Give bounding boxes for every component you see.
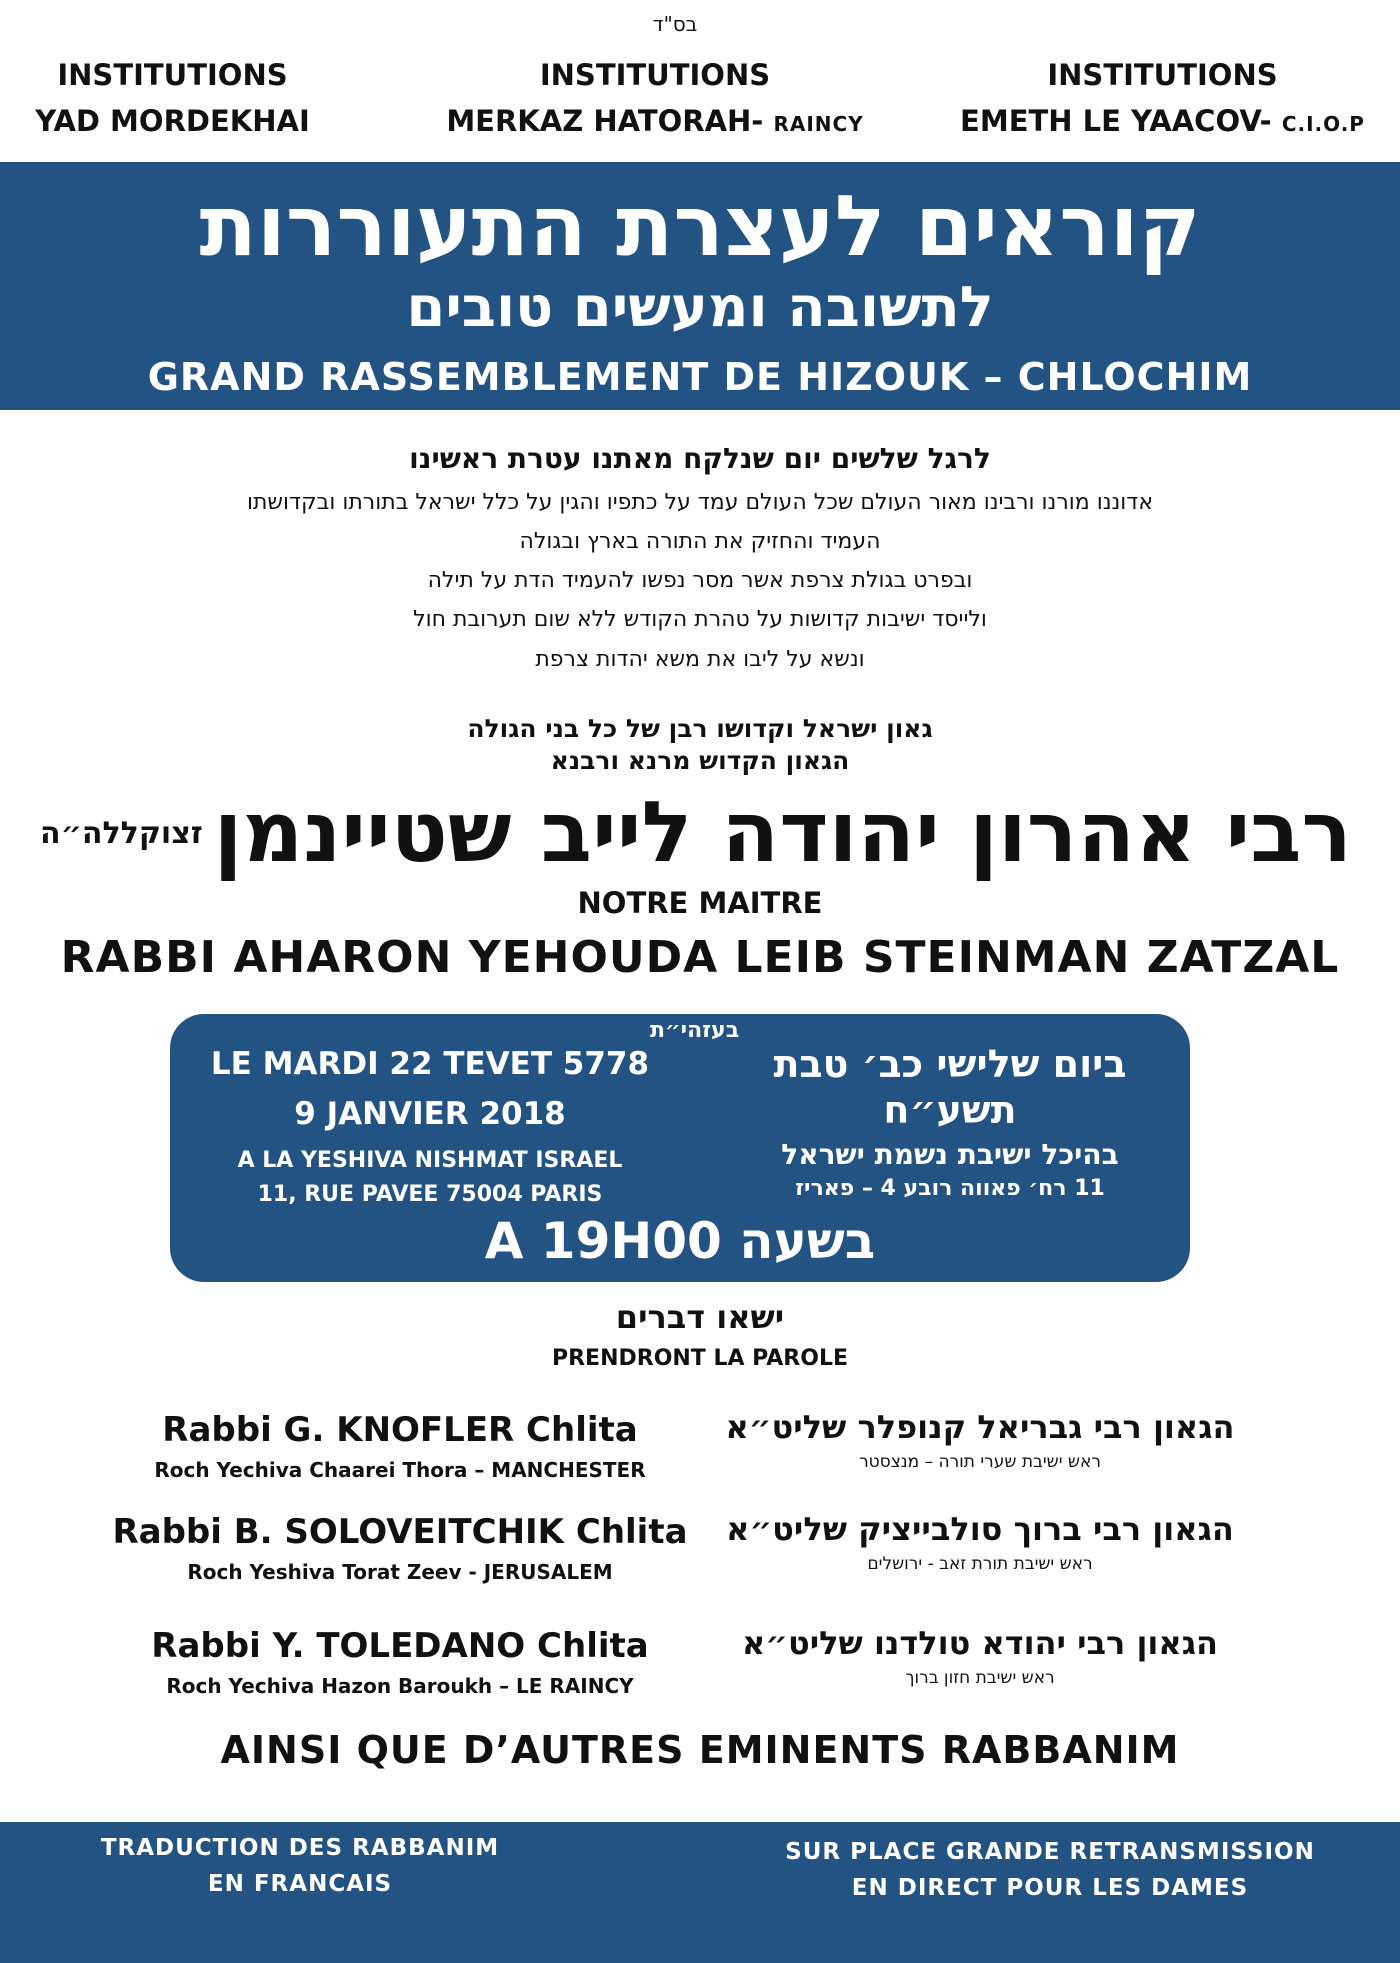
institution-suffix: RAINCY bbox=[773, 112, 864, 136]
event-hebrew-venue: בהיכל ישיבת נשמת ישראל bbox=[781, 1138, 1119, 1171]
speaker-french bbox=[100, 1626, 700, 1698]
footer-broadcast-note bbox=[760, 1834, 1340, 1906]
speaker-french-role: Roch Yechiva Hazon Baroukh – LE RAINCY bbox=[166, 1674, 634, 1698]
event-hebrew-year: תשע״ח bbox=[883, 1088, 1017, 1132]
rabbi-hebrew-name: רבי אהרון יהודה לייב שטיינמן bbox=[213, 783, 1352, 881]
memorial-line: ונשא על ליבו את משא יהדות צרפת bbox=[535, 647, 865, 672]
speaker-hebrew-name: הגאון רבי גבריאל קנופלר שליט״א bbox=[725, 1408, 1235, 1446]
institution-name: MERKAZ HATORAH- bbox=[446, 104, 764, 138]
header-band bbox=[0, 162, 1400, 410]
institution-suffix: C.I.O.P bbox=[1281, 112, 1365, 136]
footer-left-line: TRADUCTION DES RABBANIM bbox=[100, 1835, 500, 1861]
institution-emeth-le-yaacov bbox=[940, 52, 1385, 147]
footer-translation-note bbox=[70, 1830, 530, 1902]
speakers-hebrew-heading: ישאו דברים bbox=[615, 1298, 785, 1336]
speaker-hebrew bbox=[700, 1510, 1260, 1574]
rabbi-french-name: RABBI AHARON YEHOUDA LEIB STEINMAN bbox=[60, 932, 1131, 983]
speaker-french bbox=[100, 1512, 700, 1584]
institution-merkaz-hatorah bbox=[430, 52, 880, 147]
speaker-french-name: Rabbi G. KNOFLER Chlita bbox=[162, 1410, 638, 1450]
footer-right-line: SUR PLACE GRANDE RETRANSMISSION bbox=[785, 1839, 1315, 1865]
speaker-hebrew-role: ראש ישיבת חזון ברוך bbox=[905, 1668, 1055, 1688]
event-french-venue: A LA YESHIVA NISHMAT ISRAEL bbox=[237, 1148, 623, 1173]
speaker-french-role: Roch Yeshiva Torat Zeev - JERUSALEM bbox=[187, 1560, 613, 1584]
rabbi-french-suffix: ZATZAL bbox=[1146, 932, 1340, 983]
event-time: A 19H00 בשעה bbox=[484, 1212, 876, 1270]
speaker-hebrew-role: ראש ישיבת שערי תורה – מנצסטר bbox=[859, 1452, 1101, 1472]
french-title: GRAND RASSEMBLEMENT DE HIZOUK – CHLOCHIM bbox=[147, 355, 1253, 399]
memorial-line: ולייסד ישיבות קדושות על טהרת הקודש ללא שום תערובת חול bbox=[413, 607, 987, 632]
institution-name: YAD MORDEKHAI bbox=[35, 104, 310, 138]
footer-left-line: EN FRANCAIS bbox=[207, 1871, 393, 1897]
event-hebrew-day: ביום שלישי כב׳ טבת bbox=[773, 1042, 1127, 1086]
speaker-french-name: Rabbi B. SOLOVEITCHIK Chlita bbox=[112, 1512, 688, 1552]
footer-band bbox=[0, 1822, 1400, 1963]
bsd-mark: בס"ד bbox=[652, 12, 698, 36]
event-hebrew-address: 11 רח׳ פאווה רובע 4 – פאריז bbox=[795, 1176, 1105, 1201]
other-rabbis-note: AINSI QUE D’AUTRES EMINENTS RABBANIM bbox=[220, 1728, 1180, 1772]
event-french-gregorian: 9 JANVIER 2018 bbox=[294, 1096, 566, 1132]
institution-label: INSTITUTIONS bbox=[57, 58, 288, 92]
speaker-french-name: Rabbi Y. TOLEDANO Chlita bbox=[151, 1626, 649, 1666]
memorial-line: העמיד והחזיק את התורה בארץ ובגולה bbox=[519, 529, 881, 554]
beezrat-label: בעזהי״ת bbox=[650, 1018, 740, 1043]
speaker-french-role: Roch Yechiva Chaarei Thora – MANCHESTER bbox=[154, 1458, 646, 1482]
institution-yad-mordekhai bbox=[20, 52, 325, 144]
memorial-line: אדוננו מורנו ורבינו מאור העולם שכל העולם עמד על כתפיו והגין על כלל ישראל בתורתו ובקדושתו bbox=[246, 490, 1154, 515]
rabbi-french-name-row bbox=[0, 932, 1400, 983]
rabbi-hebrew-suffix: זצוקללה״ה bbox=[40, 816, 203, 851]
speaker-hebrew-name: הגאון רבי ברוך סולבייציק שליט״א bbox=[726, 1510, 1234, 1548]
footer-right-line: EN DIRECT POUR LES DAMES bbox=[851, 1875, 1249, 1901]
event-details-box bbox=[170, 1014, 1190, 1282]
institution-label: INSTITUTIONS bbox=[1047, 58, 1278, 92]
speaker-french bbox=[100, 1410, 700, 1482]
rabbi-title-line2: הגאון הקדוש מרנא ורבנא bbox=[550, 746, 850, 775]
speaker-hebrew bbox=[700, 1408, 1260, 1472]
memorial-line: ובפרט בגולת צרפת אשר מסר נפשו להעמיד הדת על תילה bbox=[427, 568, 973, 593]
speakers-french-heading: PRENDRONT LA PAROLE bbox=[551, 1346, 848, 1371]
speaker-hebrew-role: ראש ישיבת תורת זאב - ירושלים bbox=[867, 1554, 1093, 1574]
hebrew-title: קוראים לעצרת התעוררות bbox=[199, 177, 1201, 275]
rabbi-title-line1: גאון ישראל וקדושו רבן של כל בני הגולה bbox=[467, 714, 933, 743]
event-french-address: 11, RUE PAVEE 75004 PARIS bbox=[257, 1182, 603, 1207]
hebrew-subtitle: לתשובה ומעשים טובים bbox=[406, 275, 994, 340]
speaker-hebrew-name: הגאון רבי יהודא טולדנו שליט״א bbox=[742, 1624, 1218, 1662]
event-french-date: LE MARDI 22 TEVET 5778 bbox=[210, 1046, 650, 1082]
rabbi-hebrew-name-row bbox=[40, 782, 1360, 882]
notre-maitre-label: NOTRE MAITRE bbox=[577, 886, 823, 920]
memorial-heading: לרגל שלשים יום שנלקח מאתנו עטרת ראשינו bbox=[409, 442, 991, 475]
speaker-hebrew bbox=[700, 1624, 1260, 1688]
institution-label: INSTITUTIONS bbox=[539, 58, 771, 92]
institution-name: EMETH LE YAACOV- bbox=[960, 104, 1272, 138]
